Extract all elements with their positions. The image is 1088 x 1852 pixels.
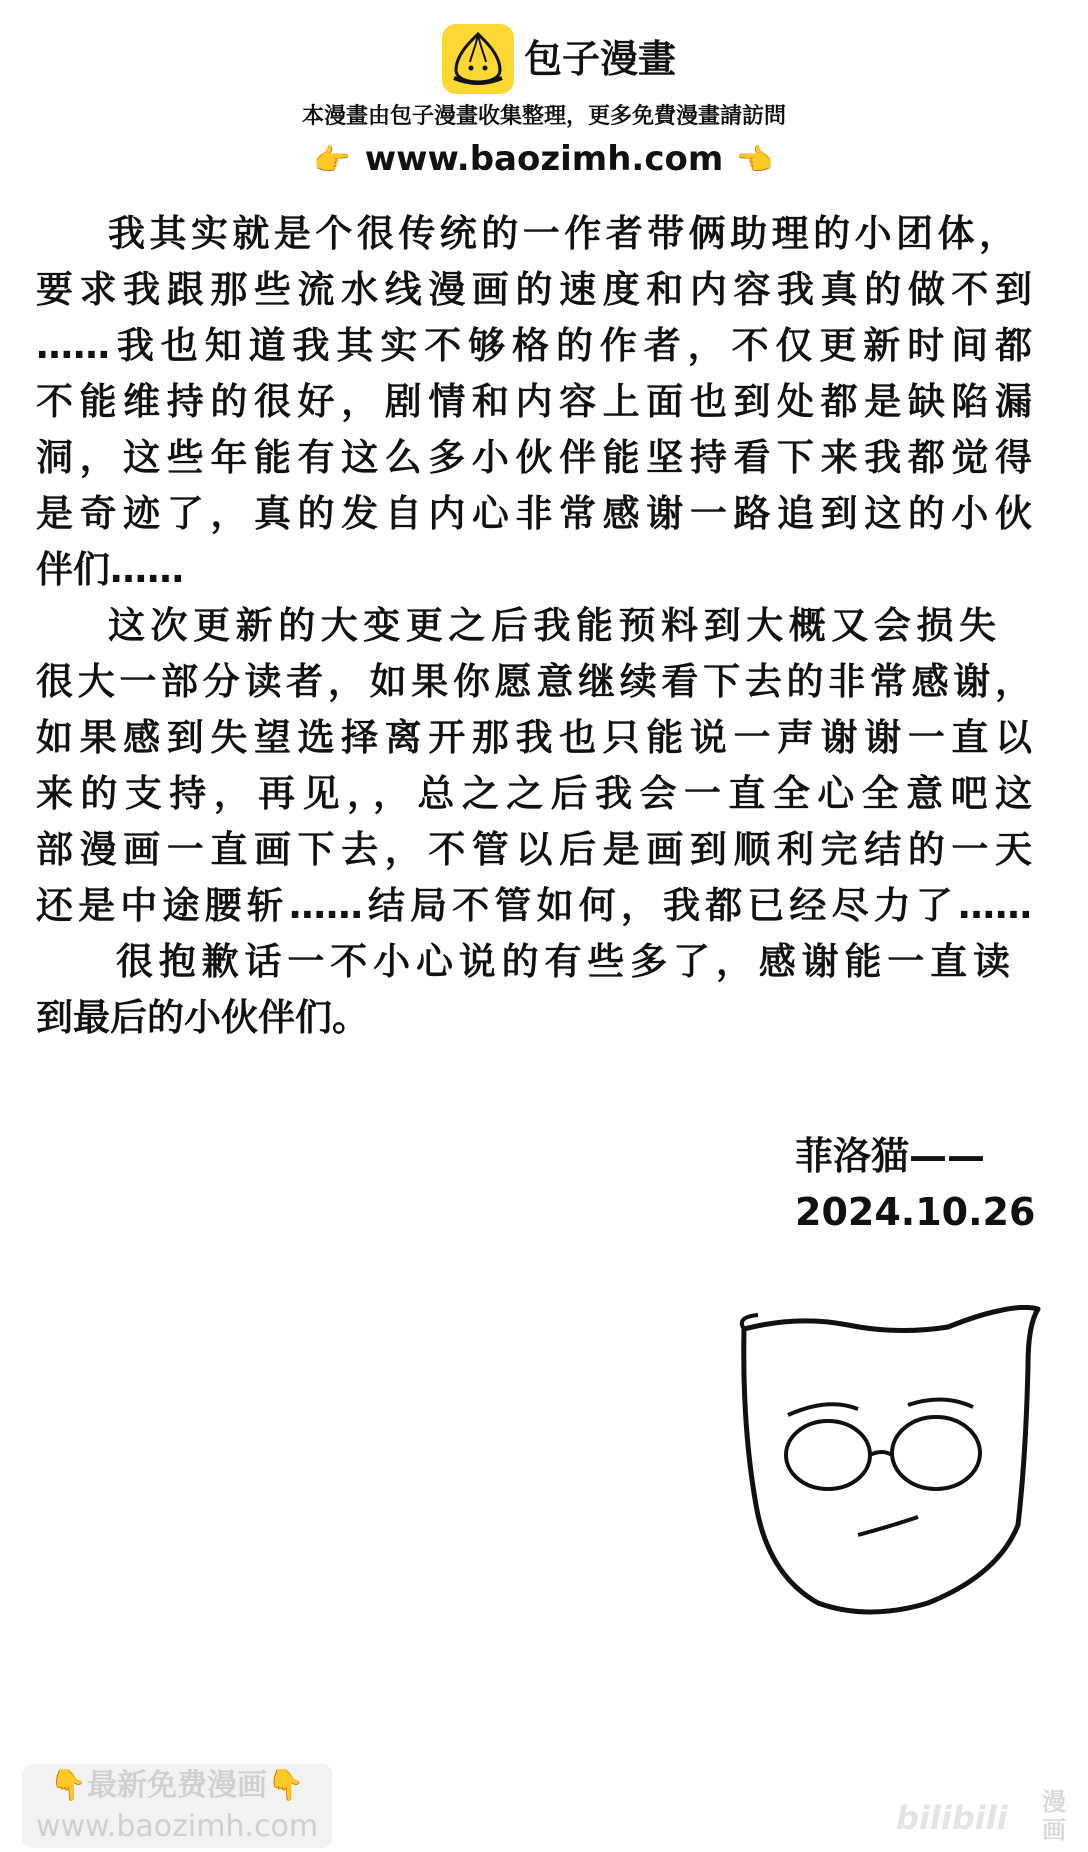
letter-line: 部漫画一直画下去，不管以后是画到顺利完结的一天 xyxy=(36,828,1032,871)
letter-line: 来的支持，再见，，总之之后我会一直全心全意吧这 xyxy=(36,772,1032,815)
letter-line: 要求我跟那些流水线漫画的速度和内容我真的做不到 xyxy=(36,268,1032,311)
baozi-logo-icon xyxy=(442,24,514,94)
brand-name: 包子漫畫 xyxy=(524,37,677,81)
letter-line: ……我也知道我其实不够格的作者，不仅更新时间都 xyxy=(36,324,1032,367)
cat-face-drawing xyxy=(728,1305,1048,1625)
letter-line: 洞，这些年能有这么多小伙伴能坚持看下来我都觉得 xyxy=(36,436,1032,479)
site-link[interactable] xyxy=(0,136,1088,182)
letter-line: 到最后的小伙伴们。 xyxy=(36,996,369,1039)
letter-line: 是奇迹了，真的发自内心非常感谢一路追到这的小伙 xyxy=(36,492,1032,535)
pointing-down-icon: 👇 xyxy=(49,1768,87,1803)
letter-line: 我其实就是个很传统的一作者带俩助理的小团体， xyxy=(108,212,1016,255)
pointing-down-icon: 👇 xyxy=(267,1768,305,1803)
letter-line: 很大一部分读者，如果你愿意继续看下去的非常感谢， xyxy=(36,660,1032,703)
watermark-url: www.baozimh.com xyxy=(35,1809,319,1844)
letter-line: 如果感到失望选择离开那我也只能说一声谢谢一直以 xyxy=(36,716,1032,759)
watermark-slogan: 最新免费漫画 xyxy=(87,1768,267,1803)
baozimh-watermark xyxy=(22,1764,332,1848)
letter-body xyxy=(36,206,1032,1046)
bilibili-logo: bilibili xyxy=(896,1799,1008,1837)
site-url[interactable]: www.baozimh.com xyxy=(364,139,724,179)
author-signature: 菲洛猫—— xyxy=(795,1134,986,1178)
signature-block xyxy=(795,1128,1035,1240)
letter-line: 还是中途腰斩……结局不管如何，我都已经尽力了…… xyxy=(36,884,1032,927)
letter-line: 很抱歉话一不小心说的有些多了，感谢能一直读 xyxy=(116,940,1010,983)
pointing-right-icon: 👉 xyxy=(313,143,351,178)
source-notice: 本漫畫由包子漫畫收集整理，更多免費漫畫請訪問 xyxy=(301,104,786,129)
signature-date: 2024.10.26 xyxy=(795,1190,1036,1234)
letter-line: 伴们…… xyxy=(36,548,184,591)
letter-line: 这次更新的大变更之后我能预料到大概又会损失 xyxy=(108,604,996,647)
pointing-left-icon: 👉 xyxy=(737,143,775,178)
bilibili-manga-label: 漫画 xyxy=(1042,1788,1066,1844)
letter-line: 不能维持的很好，剧情和内容上面也到处都是缺陷漏 xyxy=(36,380,1032,423)
